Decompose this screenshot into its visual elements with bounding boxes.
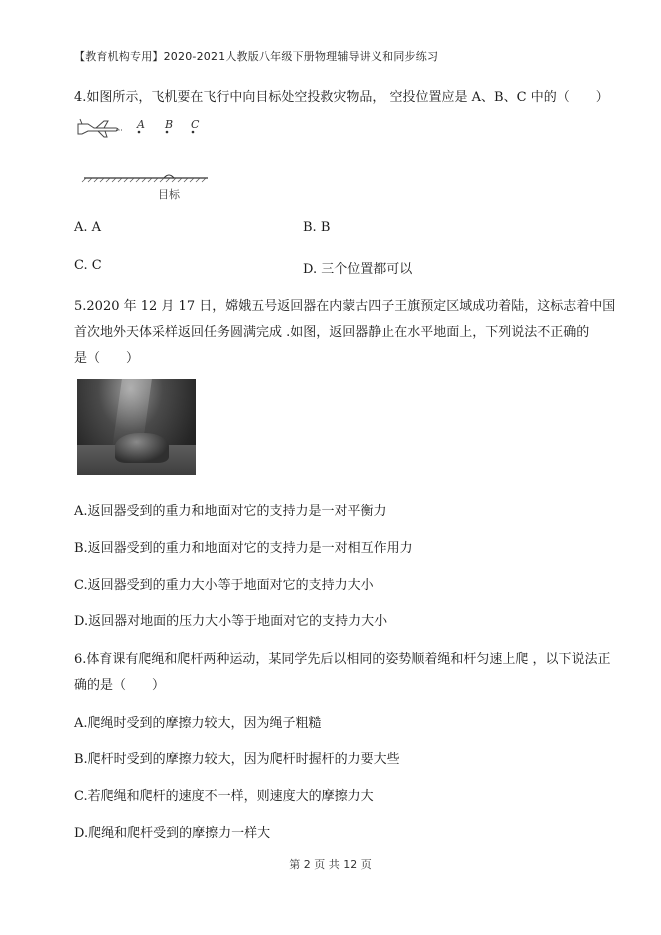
q6-stem-line-2: 确的是（ ） <box>74 678 166 693</box>
q5-option-a: A.返回器受到的重力和地面对它的支持力是一对平衡力 <box>74 504 387 519</box>
q5-option-b: B.返回器受到的重力和地面对它的支持力是一对相互作用力 <box>74 541 413 556</box>
q5-option-c: C.返回器受到的重力大小等于地面对它的支持力大小 <box>74 578 374 593</box>
q4-figure <box>74 112 224 204</box>
q6-option-c: C.若爬绳和爬杆的速度不一样，则速度大的摩擦力大 <box>74 789 374 804</box>
point-a <box>138 131 141 134</box>
q4-option-b: B. B <box>303 220 331 235</box>
q5-stem-line-2: 首次地外天体采样返回任务圆满完成 .如图，返回器静止在水平地面上，下列说法不正确的 <box>74 325 590 340</box>
page-footer: 第 2 页 共 12 页 <box>289 858 372 871</box>
returner-capsule-photo <box>77 379 196 475</box>
q6-option-a: A.爬绳时受到的摩擦力较大，因为绳子粗糙 <box>74 716 322 731</box>
ground-hatching <box>82 178 206 182</box>
q6-stem-line-1: 6.体育课有爬绳和爬杆两种运动，某同学先后以相同的姿势顺着绳和杆匀速上爬 ，以下说法正 <box>74 652 611 667</box>
q4-stem: 4.如图所示，飞机要在飞行中向目标处空投救灾物品， 空投位置应是 A、B、C 中的（ ） <box>74 90 609 105</box>
q5-stem-line-1: 5.2020 年 12 月 17 日，嫦娥五号返回器在内蒙古四子王旗预定区域成功着陆，这标志着中国 <box>74 299 616 314</box>
q4-option-c: C. C <box>74 258 102 273</box>
label-b: B <box>165 118 174 131</box>
point-c <box>192 131 195 134</box>
q6-option-d: D.爬绳和爬杆受到的摩擦力一样大 <box>74 826 271 841</box>
q6-option-b: B.爬杆时受到的摩擦力较大，因为爬杆时握杆的力要大些 <box>74 752 400 767</box>
airplane-icon <box>78 119 122 137</box>
point-b <box>166 131 169 134</box>
q5-option-d: D.返回器对地面的压力大小等于地面对它的支持力大小 <box>74 614 388 629</box>
label-c: C <box>191 118 200 131</box>
q4-option-d: D. 三个位置都可以 <box>303 262 413 277</box>
target-label: 目标 <box>158 188 180 201</box>
document-header: 【教育机构专用】2020-2021人教版八年级下册物理辅导讲义和同步练习 <box>74 50 439 63</box>
q4-option-a: A. A <box>74 220 102 235</box>
label-a: A <box>137 118 145 131</box>
q5-stem-line-3: 是（ ） <box>74 351 140 366</box>
